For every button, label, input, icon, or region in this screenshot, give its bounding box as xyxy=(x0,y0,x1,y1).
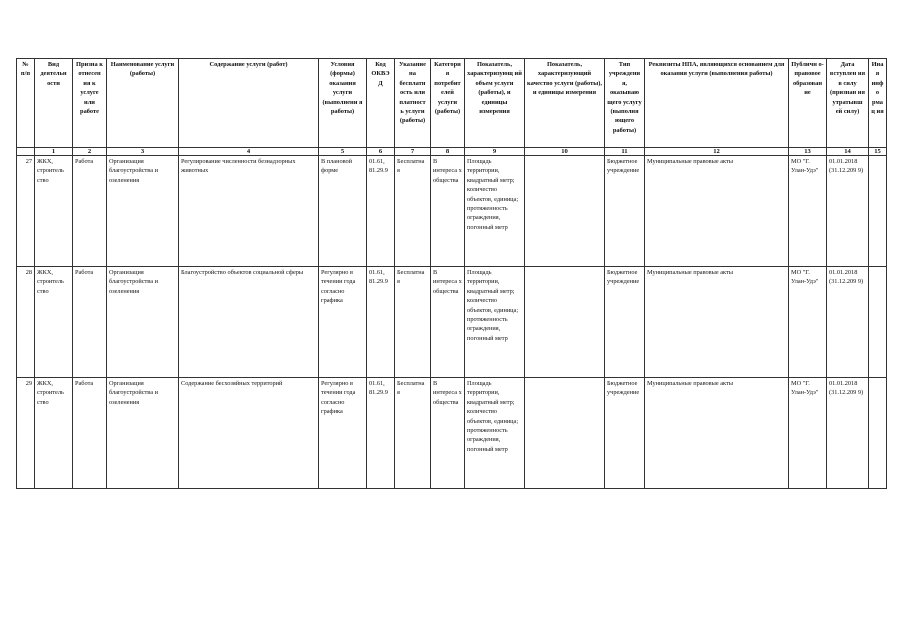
header-activity: Вид деятельн ости xyxy=(35,59,73,148)
row-volume: Площадь территории, квадратный метр; количество объектов, единица; протяженность ограждения, погонный метр xyxy=(465,378,525,489)
table-header-row xyxy=(17,59,887,148)
table-row xyxy=(17,378,887,489)
row-activity: ЖКХ, строитель ство xyxy=(35,378,73,489)
row-entity: МО "Г. Улан-Удэ" xyxy=(789,378,827,489)
row-payment: Бесплатна я xyxy=(395,378,431,489)
header-entity: Публичн о-правовое образован ие xyxy=(789,59,827,148)
column-number: 13 xyxy=(789,148,827,156)
header-num: № п/п xyxy=(17,59,35,148)
column-number: 1 xyxy=(35,148,73,156)
row-activity: ЖКХ, строитель ство xyxy=(35,267,73,378)
column-number: 3 xyxy=(107,148,179,156)
header-okved: Код ОКВЭ Д xyxy=(367,59,395,148)
header-type: Призна к отнесен ия к услуге или работе xyxy=(73,59,107,148)
row-entity: МО "Г. Улан-Удэ" xyxy=(789,156,827,267)
row-num: 29 xyxy=(17,378,35,489)
column-number: 8 xyxy=(431,148,465,156)
column-number: 4 xyxy=(179,148,319,156)
row-entity: МО "Г. Улан-Удэ" xyxy=(789,267,827,378)
column-number: 2 xyxy=(73,148,107,156)
row-quality xyxy=(525,156,605,267)
row-activity: ЖКХ, строитель ство xyxy=(35,156,73,267)
header-institution: Тип учреждени я, оказываю щего услугу (выполня ющего работы) xyxy=(605,59,645,148)
row-volume: Площадь территории, квадратный метр; количество объектов, единица; протяженность ограждения, погонный метр xyxy=(465,267,525,378)
row-npa: Муниципальные правовые акты xyxy=(645,267,789,378)
header-other: Иная инфо рмац ия xyxy=(869,59,887,148)
row-quality xyxy=(525,267,605,378)
header-quality: Показатель, характеризующий качество услуги (работы), и единицы измерения xyxy=(525,59,605,148)
row-content: Содержание бесхозяйных территорий xyxy=(179,378,319,489)
row-conditions: В плановой форме xyxy=(319,156,367,267)
row-type: Работа xyxy=(73,267,107,378)
row-okved: 01.61, 81.29.9 xyxy=(367,156,395,267)
row-num: 28 xyxy=(17,267,35,378)
header-volume: Показатель, характеризующ ий объем услуги (работы), и единицы измерения xyxy=(465,59,525,148)
row-other xyxy=(869,378,887,489)
row-institution: Бюджетное учреждение xyxy=(605,267,645,378)
header-date: Дата вступлен ия в силу (признан ия утратывш ей силу) xyxy=(827,59,869,148)
row-institution: Бюджетное учреждение xyxy=(605,378,645,489)
row-quality xyxy=(525,378,605,489)
row-date: 01.01.2018 (31.12.209 9) xyxy=(827,378,869,489)
row-name: Организация благоустройства и озеленения xyxy=(107,156,179,267)
row-num: 27 xyxy=(17,156,35,267)
table-row xyxy=(17,156,887,267)
column-number: 6 xyxy=(367,148,395,156)
header-consumers: Категори я потребит елей услуги (работы) xyxy=(431,59,465,148)
header-name: Наименование услуги (работы) xyxy=(107,59,179,148)
column-numbers-row xyxy=(17,148,887,156)
header-npa: Реквизиты НПА, являющихся основанием для оказания услуги (выполнения работы) xyxy=(645,59,789,148)
column-number: 15 xyxy=(869,148,887,156)
row-conditions: Регулярно в течении года согласно графика xyxy=(319,378,367,489)
row-other xyxy=(869,267,887,378)
services-register-table xyxy=(16,58,887,489)
row-date: 01.01.2018 (31.12.209 9) xyxy=(827,156,869,267)
row-npa: Муниципальные правовые акты xyxy=(645,378,789,489)
row-okved: 01.61, 81.29.9 xyxy=(367,267,395,378)
row-type: Работа xyxy=(73,156,107,267)
row-npa: Муниципальные правовые акты xyxy=(645,156,789,267)
column-number: 12 xyxy=(645,148,789,156)
column-number: 10 xyxy=(525,148,605,156)
header-conditions: Условия (формы) оказания услуги (выполнени я работы) xyxy=(319,59,367,148)
table-row xyxy=(17,267,887,378)
header-content: Содержание услуги (работ) xyxy=(179,59,319,148)
row-other xyxy=(869,156,887,267)
row-date: 01.01.2018 (31.12.209 9) xyxy=(827,267,869,378)
row-name: Организация благоустройства и озеленения xyxy=(107,267,179,378)
column-number: 9 xyxy=(465,148,525,156)
row-content: Благоустройство объектов социальной сферы xyxy=(179,267,319,378)
row-volume: Площадь территории, квадратный метр; количество объектов, единица; протяженность ограждения, погонный метр xyxy=(465,156,525,267)
row-content: Регулирование численности безнадзорных животных xyxy=(179,156,319,267)
row-consumers: В интереса х общества xyxy=(431,267,465,378)
row-consumers: В интереса х общества xyxy=(431,156,465,267)
column-number: 5 xyxy=(319,148,367,156)
column-number xyxy=(17,148,35,156)
column-number: 7 xyxy=(395,148,431,156)
row-consumers: В интереса х общества xyxy=(431,378,465,489)
row-payment: Бесплатна я xyxy=(395,156,431,267)
header-payment: Указание на бесплатн ость или платност ь услуги (работы) xyxy=(395,59,431,148)
row-type: Работа xyxy=(73,378,107,489)
row-conditions: Регулярно в течении года согласно графика xyxy=(319,267,367,378)
row-payment: Бесплатна я xyxy=(395,267,431,378)
column-number: 11 xyxy=(605,148,645,156)
column-number: 14 xyxy=(827,148,869,156)
row-name: Организация благоустройства и озеленения xyxy=(107,378,179,489)
row-institution: Бюджетное учреждение xyxy=(605,156,645,267)
row-okved: 01.61, 81.29.9 xyxy=(367,378,395,489)
